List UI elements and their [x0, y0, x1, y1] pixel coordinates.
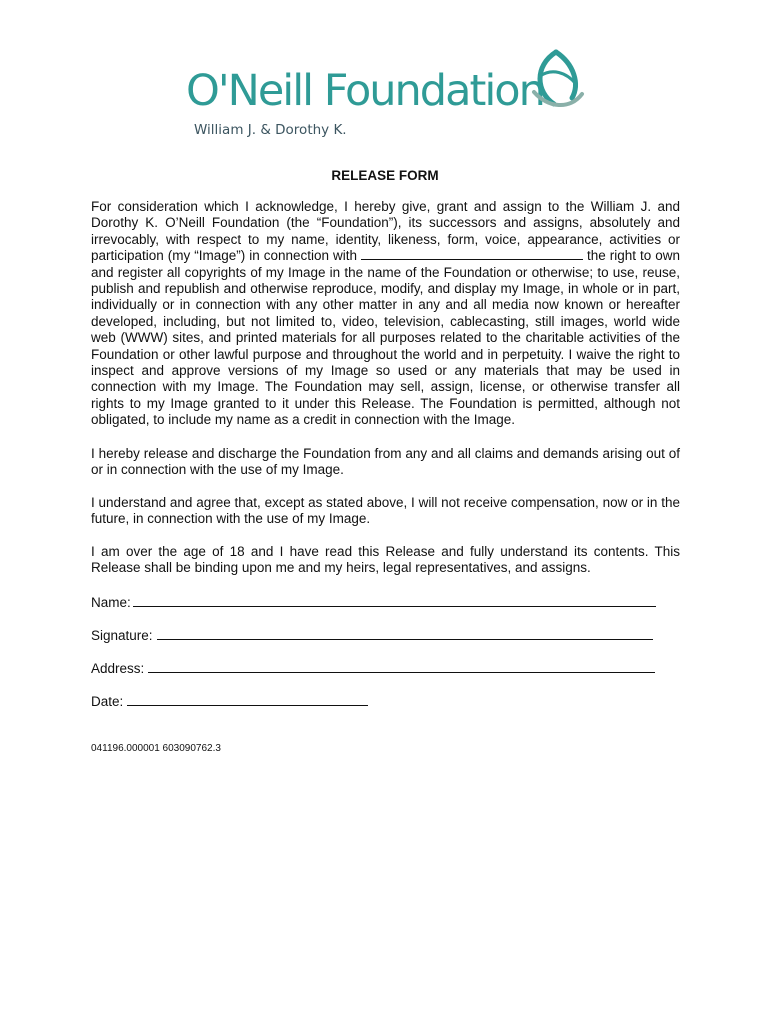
release-paragraph-3: I understand and agree that, except as stated above, I will not receive compensation, now or in the future, in connection with the use of my Image.	[91, 495, 680, 527]
release-paragraph-1-part2: the right to own and register all copyrights of my Image in the name of the Foundation or otherwise; to use, reuse, publish and republish and otherwise reproduce, modify, and display my Image, in whole or in part, individually or in connection with any other matter in any and all media now known or hereafter developed, including, but not limited to, video, television, cablecasting, still images, world wide web (WWW) sites, and printed materials for all purposes related to the charitable activities of the Foundation or other lawful purpose and throughout the world and in perpetuity. I waive the right to inspect and approve versions of my Image so used or any materials that may be used in connection with my Image. The Foundation may sell, assign, license, or otherwise transfer all rights to my Image granted to it under this Release. The Foundation is permitted, although not obligated, to include my name as a credit in connection with the Image.	[91, 248, 681, 428]
celtic-knot-icon	[526, 48, 586, 112]
date-input-line[interactable]	[127, 693, 368, 706]
release-paragraph-1-part1: For consideration which I acknowledge, I hereby give, grant and assign to the William J. and Dorothy K. O’Neill Foundation (the “Foundation”), its successors and assigns, absolutely and irrevocably, with respect to my name, identity, likeness, form, voice, appearance, activities or participation (my “Image”) in connection with	[91, 199, 680, 264]
form-title: RELEASE FORM	[331, 168, 439, 183]
release-paragraph-2: I hereby release and discharge the Foundation from any and all claims and demands arising out of or in connection with the use of my Image.	[91, 446, 680, 478]
document-id: 041196.000001 603090762.3	[91, 743, 221, 754]
name-label: Name:	[91, 595, 131, 610]
release-paragraph-4: I am over the age of 18 and I have read this Release and fully understand its contents. This Release shall be binding upon me and my heirs, legal representatives, and assigns.	[91, 544, 680, 576]
connection-blank-line[interactable]	[361, 248, 583, 260]
name-input-line[interactable]	[133, 594, 656, 607]
address-input-line[interactable]	[148, 660, 655, 673]
name-field	[91, 594, 656, 610]
address-label: Address:	[91, 661, 145, 676]
address-field	[91, 660, 655, 676]
signature-input-line[interactable]	[157, 627, 653, 640]
foundation-logo	[186, 48, 586, 144]
logo-wordmark: O'Neill Foundation	[186, 66, 544, 116]
date-label: Date:	[91, 694, 124, 709]
signature-label: Signature:	[91, 628, 153, 643]
release-paragraph-1	[91, 199, 680, 429]
date-field	[91, 693, 368, 709]
logo-subtitle: William J. & Dorothy K.	[194, 122, 347, 138]
signature-field	[91, 627, 653, 643]
